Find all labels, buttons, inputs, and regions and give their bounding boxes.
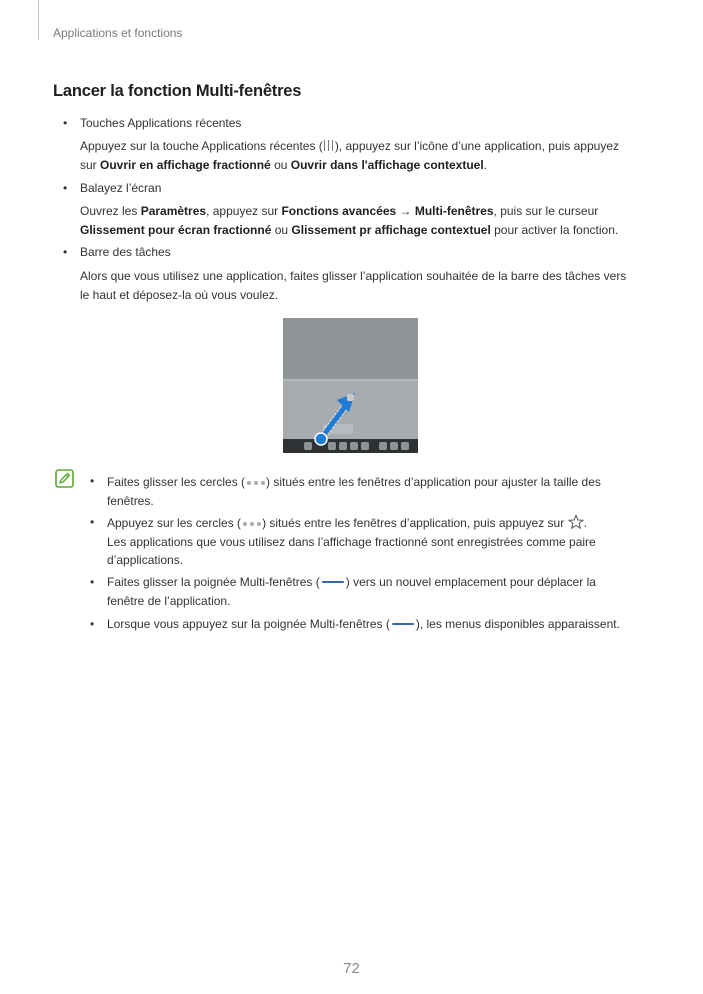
- multi-window-label: Multi-fenêtres: [414, 204, 494, 218]
- bullet: •: [63, 181, 68, 195]
- section-title: Lancer la fonction Multi-fenêtres: [53, 82, 302, 100]
- swipe-split-label: Glissement pour écran fractionné: [80, 222, 272, 237]
- bullet: •: [63, 245, 68, 259]
- multi-window-handle-icon: [392, 623, 414, 625]
- running-header: Applications et fonctions: [53, 26, 183, 40]
- circles-icon: [245, 472, 266, 491]
- note-resize: • Faites glisser les cercles ( ) situés entre les fenêtres d’application pour ajuster la taille des fenêtres.: [90, 474, 601, 508]
- method-swipe-desc: Ouvrez les Paramètres, appuyez sur Fonctions avancées → Multi-fenêtres, puis sur le curseur Glissement pour écran fractionné ou Glissement pr affichage contextuel pour activer la fonction.: [80, 204, 619, 237]
- option-popup-view: Ouvrir dans l'affichage contextuel: [290, 157, 484, 172]
- taskbar-drag-illustration: [283, 318, 418, 453]
- method-taskbar: [63, 243, 653, 261]
- page-number: 72: [343, 960, 360, 977]
- multi-window-handle-icon: [322, 581, 344, 583]
- note-move-window: • Faites glisser la poignée Multi-fenêtres ( ) vers un nouvel emplacement pour déplacer la fenêtre de l’application.: [90, 575, 596, 608]
- note-app-pair: • Appuyez sur les cercles ( ) situés entre les fenêtres d’application, puis appuyez sur . Les applications que vous utilisez dans l’affichage fractionné sont enregistrées comme paire d’applications.: [90, 515, 596, 567]
- method-taskbar-desc: Alors que vous utilisez une application, faites glisser l’application souhaitée de la barre des tâches vers le haut et déposez-la où vous voulez.: [80, 269, 627, 302]
- option-split-view: Ouvrir en affichage fractionné: [100, 157, 271, 172]
- swipe-popup-label: Glissement pr affichage contextuel: [291, 222, 491, 237]
- star-icon: [568, 514, 584, 530]
- method-title: Barre des tâches: [80, 245, 171, 259]
- drag-arrow-icon: [283, 318, 418, 453]
- bullet: •: [63, 116, 68, 130]
- method-recent-apps-desc: Appuyez sur la touche Applications récentes ( ), appuyez sur l’icône d’une application, puis appuyez sur Ouvrir en affichage fractionné ou Ouvrir dans l'affichage contextuel.: [80, 139, 619, 172]
- method-title: Touches Applications récentes: [80, 116, 242, 130]
- recent-apps-icon: [323, 140, 335, 151]
- method-title: Balayez l’écran: [80, 181, 162, 195]
- path-arrow: →: [396, 204, 415, 218]
- settings-label: Paramètres: [140, 204, 207, 218]
- method-swipe: [63, 179, 653, 197]
- note-handle-menu: • Lorsque vous appuyez sur la poignée Multi-fenêtres ( ), les menus disponibles apparaissent.: [90, 617, 620, 631]
- note-icon: [55, 469, 74, 488]
- circles-icon: [241, 513, 262, 532]
- method-recent-apps: [63, 114, 653, 132]
- advanced-features-label: Fonctions avancées: [281, 204, 397, 218]
- page-margin-rule: [38, 0, 39, 40]
